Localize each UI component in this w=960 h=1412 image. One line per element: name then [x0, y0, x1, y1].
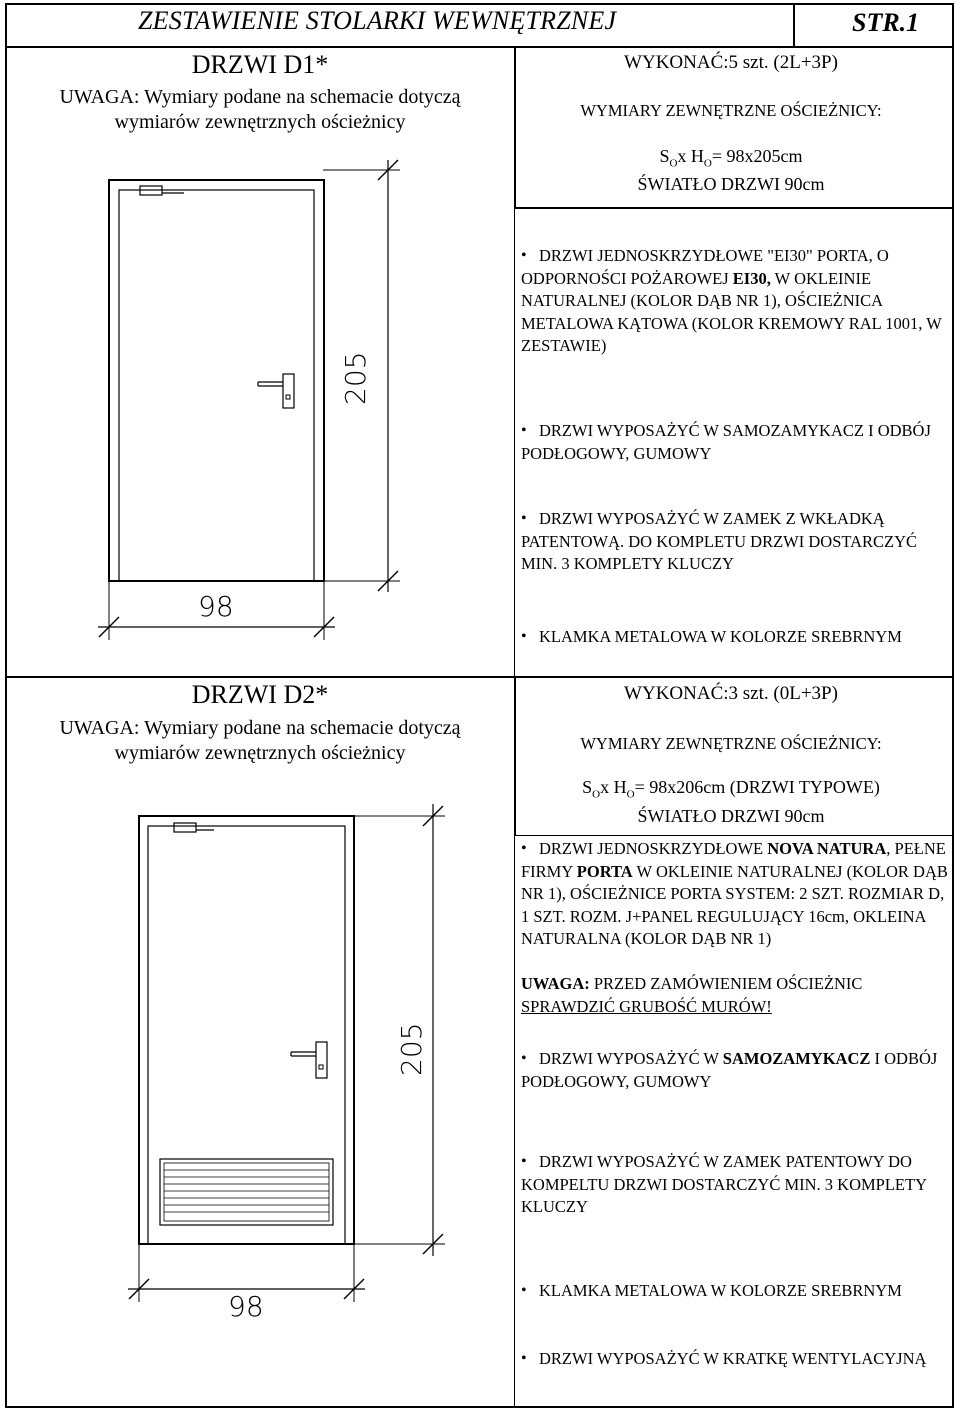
d1-frame-outer: [109, 180, 324, 581]
d2-vent-grille: [160, 1159, 333, 1225]
d1-item-3: • DRZWI WYPOSAŻYĆ W ZAMEK Z WKŁADKĄ PATENTOWĄ. DO KOMPLETU DRZWI DOSTARCZYĆ MIN. 3 KOMPLETY KLUCZY: [521, 509, 918, 573]
d1-dims-value: $S_Ox$ $H_O= 98x205cm$: [659, 146, 803, 170]
d2-warning: UWAGA: PRZED ZAMÓWIENIEM OŚCIEŻNIC SPRAWDZIĆ GRUBOŚĆ MURÓW!: [521, 974, 863, 1016]
page-number: STR.1: [852, 8, 920, 37]
d1-width-label: 98: [198, 590, 234, 623]
d2-item-2: • DRZWI WYPOSAŻYĆ W SAMOZAMYKACZ I ODBÓJ PODŁOGOWY, GUMOWY: [521, 1049, 938, 1091]
d1-dims-header: WYMIARY ZEWNĘTRZNE OŚCIEŻNICY:: [580, 101, 882, 120]
d1-light: ŚWIATŁO DRZWI 90cm: [637, 174, 825, 194]
d2-item-3: • DRZWI WYPOSAŻYĆ W ZAMEK PATENTOWY DO KOMPELTU DRZWI DOSTARCZYĆ MIN. 3 KOMPLETY KLUCZY: [521, 1152, 927, 1216]
d2-dims-value: $S_Ox$ $H_O= 98x206cm$ (DRZWI TYPOWE): [582, 777, 880, 801]
d1-frame-inner: [119, 190, 314, 581]
d1-quantity: WYKONAĆ:5 szt. (2L+3P): [624, 52, 838, 73]
d1-column-divider: [514, 207, 515, 677]
d1-item-2: • DRZWI WYPOSAŻYĆ W SAMOZAMYKACZ I ODBÓJ PODŁOGOWY, GUMOWY: [521, 421, 931, 463]
d1-title: DRZWI D1*: [191, 50, 329, 79]
d2-frame-inner: [148, 826, 345, 1244]
d2-width-label: 98: [228, 1290, 264, 1323]
page-title: ZESTAWIENIE STOLARKI WEWNĘTRZNEJ: [138, 6, 617, 35]
page-divider: [793, 3, 795, 48]
d2-frame-outer: [139, 816, 354, 1244]
d2-dims-divider: [514, 835, 954, 836]
d2-height-label: 205: [395, 1022, 428, 1076]
d1-dims-divider: [514, 207, 954, 209]
d2-dims-header: WYMIARY ZEWNĘTRZNE OŚCIEŻNICY:: [580, 734, 882, 753]
d2-light: ŚWIATŁO DRZWI 90cm: [637, 806, 825, 826]
d1-height-label: 205: [339, 351, 372, 405]
d2-column-divider: [514, 835, 515, 1407]
d2-title: DRZWI D2*: [191, 680, 329, 709]
d1-item-4: • KLAMKA METALOWA W KOLORZE SREBRNYM: [521, 627, 902, 646]
d2-item-4: • KLAMKA METALOWA W KOLORZE SREBRNYM: [521, 1281, 902, 1300]
d2-note-line1: UWAGA: Wymiary podane na schemacie dotyczą: [59, 717, 461, 739]
d1-item-1: • DRZWI JEDNOSKRZYDŁOWE "EI30" PORTA, O ODPORNOŚCI POŻAROWEJ EI30, W OKLEINIE NATURALNEJ (KOLOR DĄB NR 1), OŚCIEŻNICA METALOWA KĄTOWA (KOLOR KREMOWY RAL 1001, W ZESTAWIE): [521, 246, 942, 355]
d2-note-line2: wymiarów zewnętrznych ościeżnicy: [114, 742, 406, 764]
d1-door-drawing: [0, 0, 514, 676]
d2-item-1: • DRZWI JEDNOSKRZYDŁOWE NOVA NATURA, PEŁNE FIRMY PORTA W OKLEINIE NATURALNEJ (KOLOR DĄB NR 1), OŚCIEŻNICE PORTA SYSTEM: 2 SZT. ROZMIAR D, 1 SZT. ROZM. J+PANEL REGULUJĄCY 16cm, OKLEINA NATURALNA (KOLOR DĄB NR 1): [521, 839, 948, 948]
d1-note-line1: UWAGA: Wymiary podane na schemacie dotyczą: [59, 86, 461, 108]
d2-item-5: • DRZWI WYPOSAŻYĆ W KRATKĘ WENTYLACYJNĄ: [521, 1349, 927, 1368]
d1-note-line2: wymiarów zewnętrznych ościeżnicy: [114, 111, 406, 133]
d2-quantity: WYKONAĆ:3 szt. (0L+3P): [624, 683, 838, 704]
